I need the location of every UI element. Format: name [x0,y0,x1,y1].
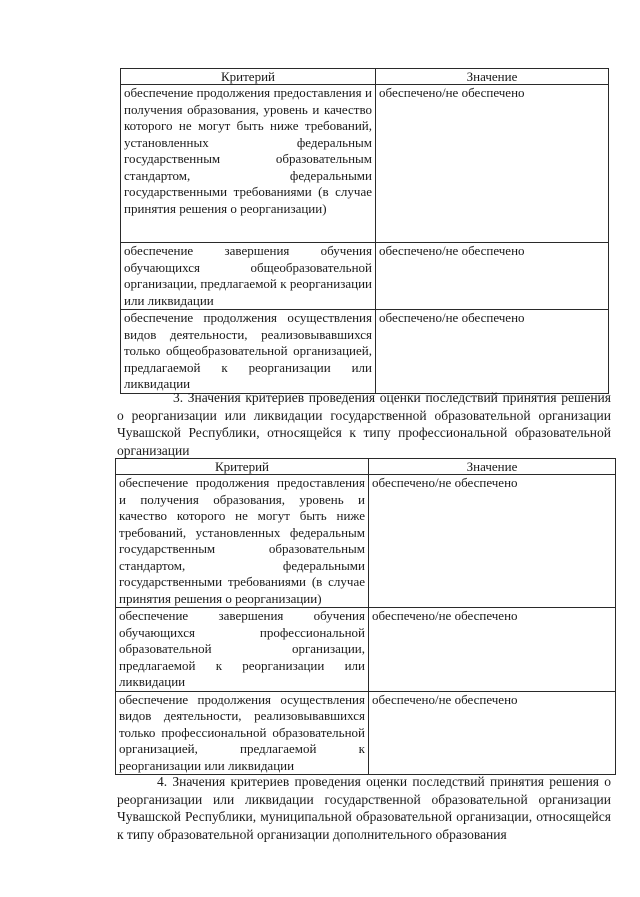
criterion-cell: обеспечение продолжения предоставления и получения образования, уровень и качество которого не могут быть ниже требований, установленных федеральным государственным образовательным стандартом, федеральными государственными требованиями (в случае принятия решения о реорганизации) [121,85,376,243]
value-cell: обеспечено/не обеспечено [369,475,616,608]
table-row [121,310,609,394]
column-header-criterion: Критерий [116,459,369,475]
table-row [121,243,609,310]
table-row [116,608,616,692]
value-cell: обеспечено/не обеспечено [376,243,609,310]
criterion-cell: обеспечение завершения обучения обучающихся профессиональной образовательной организации, предлагаемой к реорганизации или ликвидации [116,608,369,692]
value-cell: обеспечено/не обеспечено [376,310,609,394]
value-cell: обеспечено/не обеспечено [376,85,609,243]
value-cell: обеспечено/не обеспечено [369,608,616,692]
column-header-value: Значение [369,459,616,475]
table-header-row [121,69,609,85]
section-3-heading: 3. Значения критериев проведения оценки последствий принятия решения о реорганизации или ликвидации государственной образовательной организации Чувашской Республики, относящейся к типу профессиональной образовательной организации [117,390,611,458]
criterion-cell: обеспечение продолжения осуществления видов деятельности, реализовывавшихся только профессиональной образовательной организацией, предлагаемой к реорганизации или ликвидации [116,691,369,775]
criterion-cell: обеспечение продолжения предоставления и получения образования, уровень и качество которого не могут быть ниже требований, установленных федеральным государственным образовательным стандартом, федеральными государственными требованиями (в случае принятия решения о реорганизации) [116,475,369,608]
criterion-cell: обеспечение продолжения осуществления видов деятельности, реализовывавшихся только общеобразовательной организацией, предлагаемой к реорганизации или ликвидации [121,310,376,394]
value-cell: обеспечено/не обеспечено [369,691,616,775]
section-4-heading: 4. Значения критериев проведения оценки последствий принятия решения о реорганизации или ликвидации государственной образовательной организации Чувашской Республики, муниципальной образовательной организации, относящейся к типу образовательной организации дополнительного образования [117,774,611,842]
table-row [116,691,616,775]
column-header-value: Значение [376,69,609,85]
column-header-criterion: Критерий [121,69,376,85]
criterion-cell: обеспечение завершения обучения обучающихся общеобразовательной организации, предлагаемой к реорганизации или ликвидации [121,243,376,310]
table-header-row [116,459,616,475]
table-row [116,475,616,608]
criteria-table-general-education [120,68,609,394]
table-row [121,85,609,243]
criteria-table-professional-education [115,458,616,775]
